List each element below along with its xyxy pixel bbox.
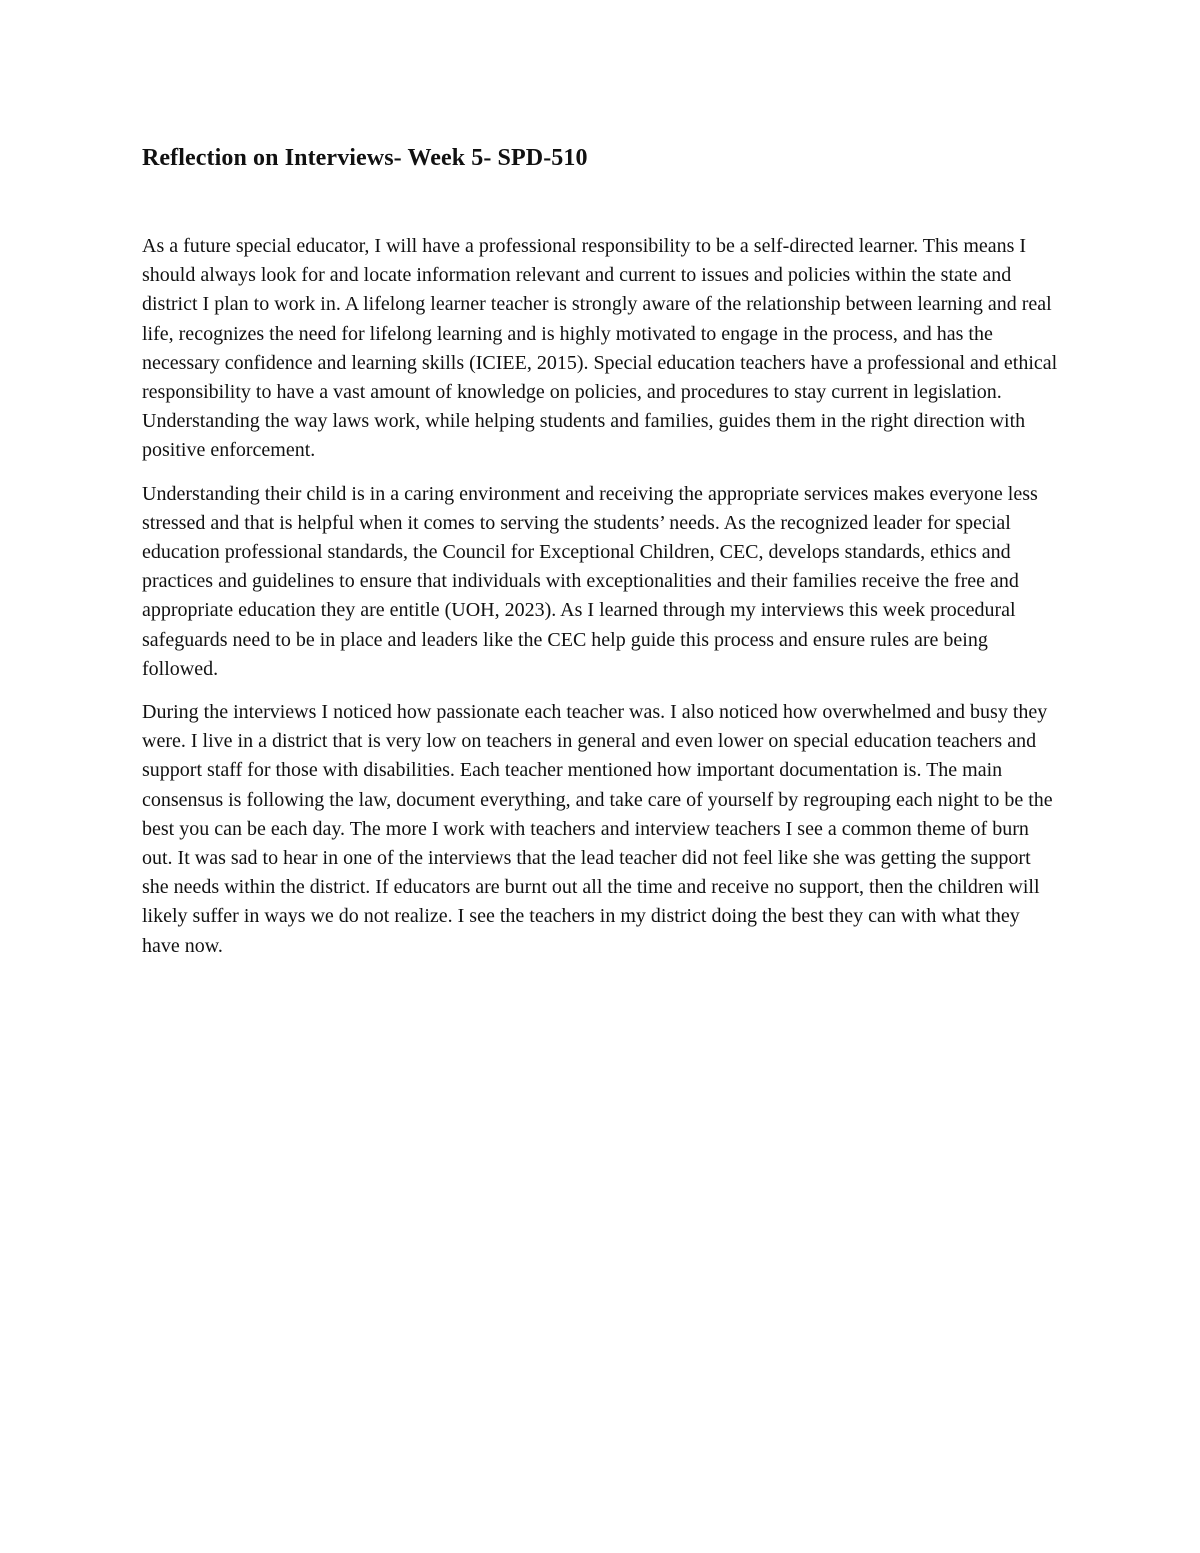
paragraph-3: During the interviews I noticed how passionate each teacher was. I also noticed how overwhelmed and busy they were. I live in a district that is very low on teachers in general and even lower on special education teachers and support staff for those with disabilities. Each teacher mentioned how important documentation is. The main consensus is following the law, document everything, and take care of yourself by regrouping each night to be the best you can be each day. The more I work with teachers and interview teachers I see a common theme of burn out. It was sad to hear in one of the interviews that the lead teacher did not feel like she was getting the support she needs within the district. If educators are burnt out all the time and receive no support, then the children will likely suffer in ways we do not realize. I see the teachers in my district doing the best they can with what they have now. [142,701,1053,957]
document-title: Reflection on Interviews- Week 5- SPD-510 [142,145,588,171]
paragraph-2: Understanding their child is in a caring environment and receiving the appropriate services makes everyone less stressed and that is helpful when it comes to serving the students’ needs. As the recognized leader for special education professional standards, the Council for Exceptional Children, CEC, develops standards, ethics and practices and guidelines to ensure that individuals with exceptionalities and their families receive the free and appropriate education they are entitle (UOH, 2023). As I learned through my interviews this week procedural safeguards need to be in place and leaders like the CEC help guide this process and ensure rules are being followed. [142,482,1038,680]
paragraph-1: As a future special educator, I will have a professional responsibility to be a self-directed learner. This means I should always look for and locate information relevant and current to issues and policies within the state and district I plan to work in. A lifelong learner teacher is strongly aware of the relationship between learning and real life, recognizes the need for lifelong learning and is highly motivated to engage in the process, and has the necessary confidence and learning skills (ICIEE, 2015). Special education teachers have a professional and ethical responsibility to have a vast amount of knowledge on policies, and procedures to stay current in legislation. Understanding the way laws work, while helping students and families, guides them in the right direction with positive enforcement. [142,235,1058,462]
document-body [142,140,1062,975]
